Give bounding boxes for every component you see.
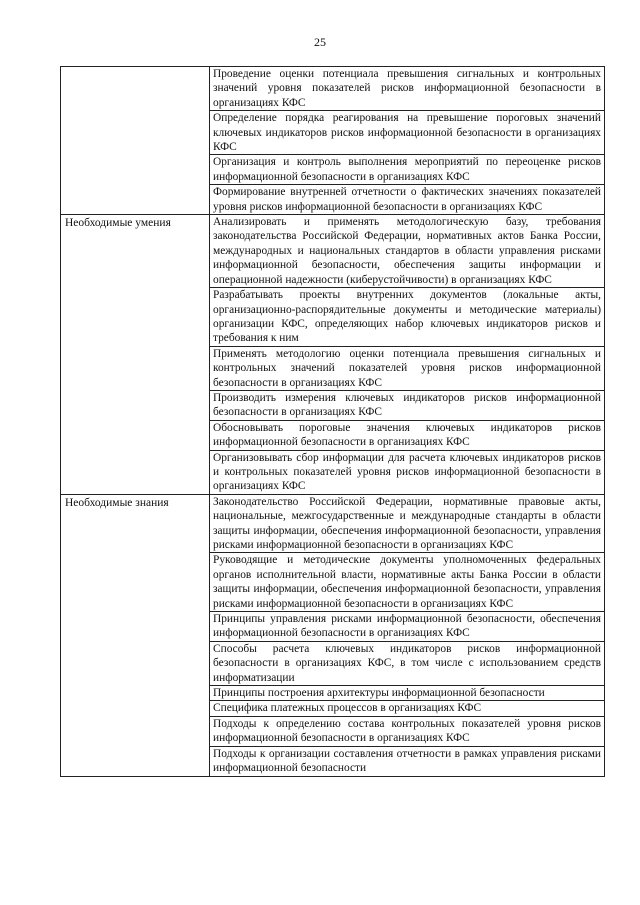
section-items — [210, 67, 605, 215]
list-item: Разрабатывать проекты внутренних документов (локальные акты, организационно-распорядительные документы и методические материалы) организации КФС, определяющих набор ключевых индикаторов рисков и требования к ним — [210, 288, 604, 347]
list-item: Производить измерения ключевых индикаторов рисков информационной безопасности в организациях КФС — [210, 391, 604, 421]
list-item: Проведение оценки потенциала превышения сигнальных и контрольных значений уровня показателей рисков информационной безопасности в организациях КФС — [210, 67, 604, 111]
table-row — [61, 67, 605, 215]
section-items — [210, 215, 605, 495]
page-number: 25 — [314, 35, 326, 49]
list-item: Применять методологию оценки потенциала превышения сигнальных и контрольных значений показателей уровня рисков информационной безопасности в организациях КФС — [210, 347, 604, 391]
list-item: Определение порядка реагирования на превышение пороговых значений ключевых индикаторов рисков информационной безопасности в организациях КФС — [210, 111, 604, 155]
table-row — [61, 215, 605, 495]
list-item: Организовывать сбор информации для расчета ключевых индикаторов рисков и контрольных показателей уровня рисков информационной безопасности в организациях КФС — [213, 451, 601, 493]
list-item: Принципы построения архитектуры информационной безопасности — [210, 686, 604, 701]
section-label: Необходимые умения — [61, 215, 210, 495]
list-item: Подходы к организации составления отчетности в рамках управления рисками информационной безопасности — [213, 747, 601, 775]
list-item: Принципы управления рисками информационной безопасности, обеспечения информационной безопасности в организациях КФС — [210, 612, 604, 642]
section-label: Необходимые знания — [61, 494, 210, 776]
competency-table — [60, 66, 605, 777]
table-row — [61, 494, 605, 776]
list-item: Обосновывать пороговые значения ключевых индикаторов рисков информационной безопасности в организациях КФС — [210, 421, 604, 451]
list-item: Руководящие и методические документы уполномоченных федеральных органов исполнительной власти, нормативные акты Банка России в области защиты информации, обеспечения информационной безопасности, управления рисками информационной безопасности в организациях КФС — [210, 553, 604, 612]
list-item: Специфика платежных процессов в организациях КФС — [210, 701, 604, 716]
list-item: Способы расчета ключевых индикаторов рисков информационной безопасности в организациях КФС, в том числе с использованием средств информатизации — [210, 642, 604, 686]
section-items — [210, 494, 605, 776]
list-item: Законодательство Российской Федерации, нормативные правовые акты, национальные, межгосударственные и международные стандарты в области защиты информации, обеспечения информационной безопасности, управления рисками информационной безопасности в организациях КФС — [210, 495, 604, 554]
list-item: Подходы к определению состава контрольных показателей уровня рисков информационной безопасности в организациях КФС — [210, 717, 604, 747]
list-item: Формирование внутренней отчетности о фактических значениях показателей уровня рисков информационной безопасности в организациях КФС — [213, 186, 601, 213]
list-item: Анализировать и применять методологическую базу, требования законодательства Российской Федерации, нормативных актов Банка России, международных и национальных стандартов в области управления рисками информационной безопасности, обеспечения защиты информации и операционной надежности (киберустойчивости) в организациях КФС — [210, 215, 604, 288]
list-item: Организация и контроль выполнения мероприятий по переоценке рисков информационной безопасности в организациях КФС — [210, 155, 604, 185]
section-label — [61, 67, 210, 215]
